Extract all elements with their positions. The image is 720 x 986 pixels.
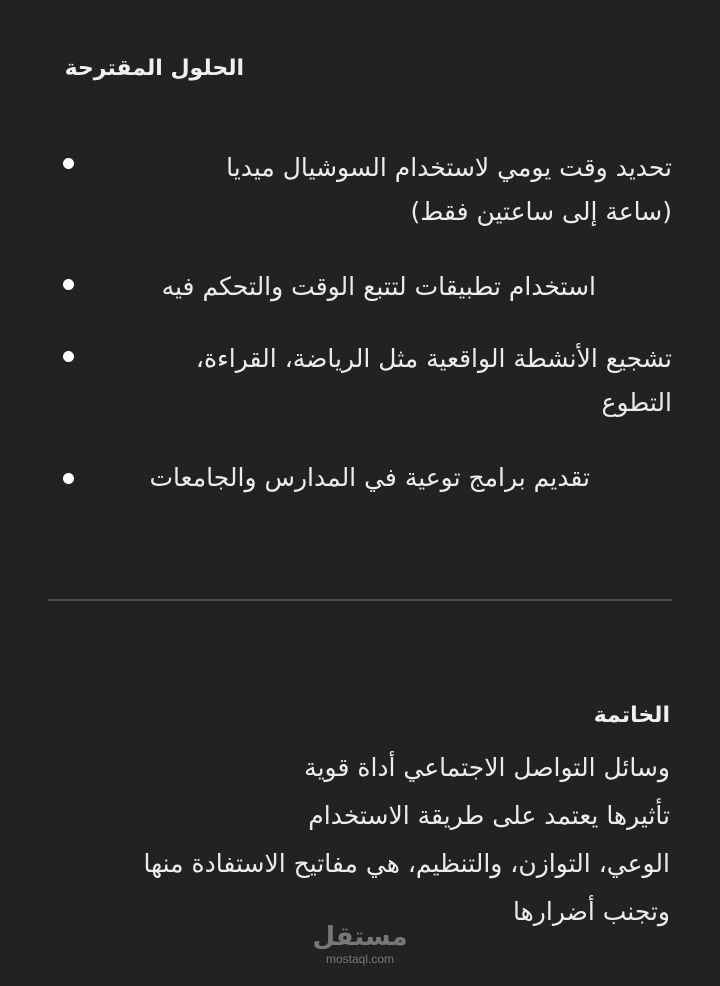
mostaql-watermark (310, 922, 410, 966)
list-item-line: استخدام تطبيقات لتتبع الوقت والتحكم فيه (161, 272, 596, 301)
conclusion-heading: الخاتمة (593, 703, 670, 728)
solutions-heading: الحلول المقترحة (64, 56, 244, 81)
section-divider (48, 599, 672, 601)
conclusion-paragraph (30, 744, 670, 936)
list-item-text (70, 456, 590, 500)
list-item-line: تشجيع الأنشطة الواقعية مثل الرياضة، القراءة، (195, 344, 672, 373)
bullet-icon (63, 351, 74, 362)
conclusion-line: تأثيرها يعتمد على طريقة الاستخدام (308, 801, 670, 830)
list-item-text (112, 337, 672, 425)
conclusion-line: وسائل التواصل الاجتماعي أداة قوية (304, 753, 670, 782)
list-item-line: تحديد وقت يومي لاستخدام السوشيال ميديا (226, 153, 672, 182)
conclusion-line: وتجنب أضرارها (513, 897, 670, 926)
conclusion-line: الوعي، التوازن، والتنظيم، هي مفاتيح الاستفادة منها (143, 849, 670, 878)
list-item-text (132, 146, 672, 234)
list-item-line: التطوع (601, 388, 672, 417)
list-item-line: تقديم برامج توعية في المدارس والجامعات (149, 463, 590, 492)
bullet-icon (63, 158, 74, 169)
list-item-text (76, 265, 596, 309)
watermark-logo: مستقل (312, 922, 408, 952)
list-item-line: (ساعة إلى ساعتين فقط) (410, 197, 672, 226)
bullet-icon (63, 279, 74, 290)
watermark-url: mostaql.com (325, 952, 395, 966)
